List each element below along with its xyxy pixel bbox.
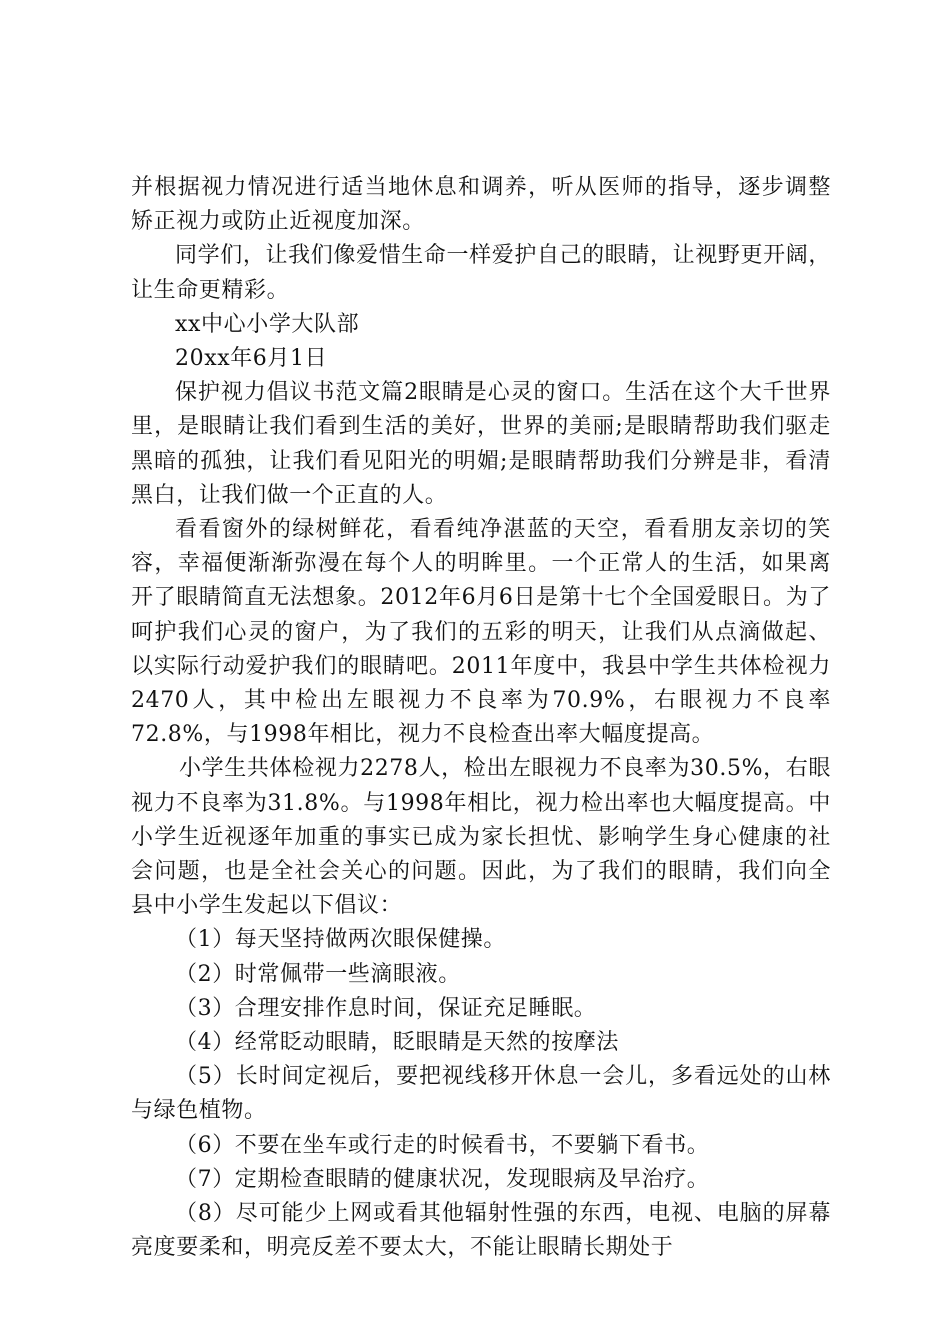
signature-organization: xx中心小学大队部 xyxy=(175,311,360,337)
list-item-7: （7）定期检查眼睛的健康状况，发现眼病及早治疗。 xyxy=(175,1166,710,1192)
signature-date: 20xx年6月1日 xyxy=(175,346,328,372)
list-item-2: （2）时常佩带一些滴眼液。 xyxy=(175,961,461,987)
list-item-8: （8）尽可能少上网或看其他辐射性强的东西，电视、电脑的屏幕亮度要柔和，明亮反差不要太大，不能让眼睛长期处于 xyxy=(131,1201,831,1261)
list-item-6: （6）不要在坐车或行走的时候看书，不要躺下看书。 xyxy=(175,1132,710,1158)
paragraph-statistics-primary-school: 小学生共体检视力2278人，检出左眼视力不良率为30.5%，右眼视力不良率为31.8%。与1998年相比，视力检出率也大幅度提高。中小学生近视逐年加重的事实已成为家长担忧、影响学生身心健康的社会问题，也是全社会关心的问题。因此，为了我们的眼睛，我们向全县中小学生发起以下倡议： xyxy=(131,756,831,919)
list-item-5: （5）长时间定视后，要把视线移开休息一会儿，多看远处的山林与绿色植物。 xyxy=(131,1064,831,1124)
list-item-4: （4）经常眨动眼睛，眨眼睛是天然的按摩法 xyxy=(175,1030,619,1056)
document-body xyxy=(131,171,831,1266)
paragraph-continuation: 并根据视力情况进行适当地休息和调养，听从医师的指导，逐步调整矫正视力或防止近视度加深。 xyxy=(131,175,831,235)
paragraph-sample-2-intro: 保护视力倡议书范文篇2眼睛是心灵的窗口。生活在这个大千世界里，是眼睛让我们看到生活的美好，世界的美丽;是眼睛帮助我们驱走黑暗的孤独，让我们看见阳光的明媚;是眼睛帮助我们分辨是非，看清黑白，让我们做一个正直的人。 xyxy=(131,380,831,508)
paragraph-statistics-middle-school: 看看窗外的绿树鲜花，看看纯净湛蓝的天空，看看朋友亲切的笑容，幸福便渐渐弥漫在每个人的明眸里。一个正常人的生活，如果离开了眼睛简直无法想象。2012年6月6日是第十七个全国爱眼日。为了呵护我们心灵的窗户，为了我们的五彩的明天，让我们从点滴做起、以实际行动爱护我们的眼睛吧。2011年度中，我县中学生共体检视力2470人，其中检出左眼视力不良率为70.9%，右眼视力不良率72.8%，与1998年相比，视力不良检查出率大幅度提高。 xyxy=(131,517,831,748)
list-item-1: （1）每天坚持做两次眼保健操。 xyxy=(175,927,506,953)
list-item-3: （3）合理安排作息时间，保证充足睡眠。 xyxy=(175,995,597,1021)
paragraph-closing-appeal: 同学们，让我们像爱惜生命一样爱护自己的眼睛，让视野更开阔，让生命更精彩。 xyxy=(131,243,831,303)
